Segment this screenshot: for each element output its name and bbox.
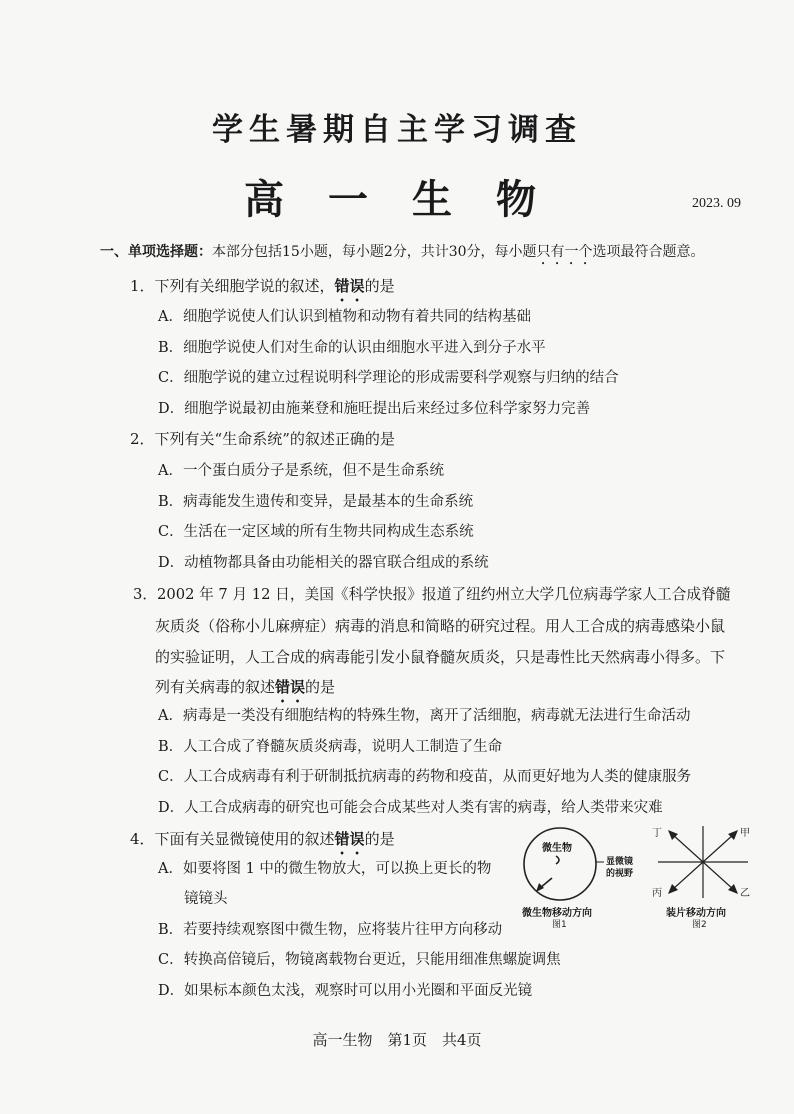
q1-stem-suffix: 的是 bbox=[364, 277, 395, 295]
question-2-stem: 2．下列有关“生命系统”的叙述正确的是 bbox=[130, 430, 395, 448]
q3-stem-emphasis: 错误 bbox=[275, 678, 306, 696]
exam-title: 学生暑期自主学习调查 bbox=[212, 112, 582, 148]
question-3-line-2: 灰质炎（俗称小儿麻痹症）病毒的消息和简略的研究过程。用人工合成的病毒感染小鼠 bbox=[155, 617, 726, 635]
q2-option-c: C．生活在一定区域的所有生物共同构成生态系统 bbox=[158, 524, 474, 540]
movement-arrow-head bbox=[536, 883, 544, 892]
q4-stem-suffix: 的是 bbox=[364, 830, 395, 848]
label-yi: 乙 bbox=[740, 888, 750, 899]
figure-1 bbox=[520, 826, 640, 936]
question-3-line-3: 的实验证明，人工合成的病毒能引发小鼠脊髓灰质炎，只是毒性比天然病毒小得多。下 bbox=[155, 648, 726, 666]
question-1-stem bbox=[130, 275, 395, 305]
q4-option-d: D．如果标本颜色太浅，观察时可以用小光圈和平面反光镜 bbox=[158, 983, 533, 999]
question-4-stem bbox=[130, 828, 395, 858]
q2-option-a: A．一个蛋白质分子是系统，但不是生命系统 bbox=[158, 463, 444, 479]
arrow-ding bbox=[672, 834, 703, 862]
section-desc-emphasis: 只有一个 bbox=[536, 244, 593, 260]
label-ding: 丁 bbox=[652, 828, 662, 839]
label-jia: 甲 bbox=[740, 828, 750, 839]
q3-option-a: A．病毒是一类没有细胞结构的特殊生物，离开了活细胞，病毒就无法进行生命活动 bbox=[158, 708, 691, 724]
page-footer: 高一生物 第1页 共4页 bbox=[312, 1031, 482, 1049]
q1-option-c: C．细胞学说的建立过程说明科学理论的形成需要科学观察与归纳的结合 bbox=[158, 370, 619, 386]
q4-stem-emphasis: 错误 bbox=[334, 830, 365, 848]
label-bing: 丙 bbox=[652, 888, 662, 899]
exam-date: 2023. 09 bbox=[692, 196, 741, 211]
q1-option-d: D．细胞学说最初由施莱登和施旺提出后来经过多位科学家努力完善 bbox=[158, 401, 591, 417]
fig1-caption: 微生物移动方向 bbox=[522, 908, 592, 919]
section-heading bbox=[100, 241, 780, 268]
q4-option-b: B．若要持续观察图中微生物，应将装片往甲方向移动 bbox=[158, 922, 503, 938]
q1-stem-prefix: 1．下列有关细胞学说的叙述， bbox=[130, 277, 335, 295]
q3-stem-suffix: 的是 bbox=[305, 678, 336, 696]
section-desc-prefix: 本部分包括15小题，每小题2分，共计30分，每小题 bbox=[212, 244, 537, 260]
fig1-side-label-1: 显微镜 bbox=[606, 857, 634, 867]
figure-2 bbox=[648, 822, 758, 932]
arrow-jia bbox=[703, 834, 734, 862]
q1-option-a: A．细胞学说使人们认识到植物和动物有着共同的结构基础 bbox=[158, 309, 531, 325]
q1-option-b: B．细胞学说使人们对生命的认识由细胞水平进入到分子水平 bbox=[158, 340, 546, 356]
fig2-caption: 装片移动方向 bbox=[666, 908, 726, 919]
section-desc-suffix: 选项最符合题意。 bbox=[592, 244, 705, 260]
subject-title: 高一生物 bbox=[244, 176, 580, 223]
fig1-inner-label: 微生物 bbox=[542, 843, 572, 854]
q4-option-a-line-1: A．如要将图 1 中的微生物放大，可以换上更长的物 bbox=[158, 861, 492, 877]
question-3-line-4 bbox=[155, 676, 335, 706]
q4-option-a-line-2: 镜镜头 bbox=[184, 891, 228, 907]
q3-option-c: C．人工合成病毒有利于研制抵抗病毒的药物和疫苗，从而更好地为人类的健康服务 bbox=[158, 769, 692, 785]
section-label: 一、单项选择题： bbox=[100, 244, 212, 260]
q2-option-d: D．动植物都具备由功能相关的器官联合组成的系统 bbox=[158, 555, 489, 571]
q3-option-d: D．人工合成病毒的研究也可能会合成某些对人类有害的病毒，给人类带来灾难 bbox=[158, 800, 663, 816]
q2-option-b: B．病毒能发生遗传和变异，是最基本的生命系统 bbox=[158, 494, 474, 510]
question-3-line-1: 3．2002 年 7 月 12 日，美国《科学快报》报道了纽约州立大学几位病毒学家人工合成脊髓 bbox=[133, 586, 731, 603]
q4-option-c: C．转换高倍镜后，物镜离载物台更近，只能用细准焦螺旋调焦 bbox=[158, 952, 561, 968]
fig2-number: 图2 bbox=[692, 920, 707, 930]
arrow-bing bbox=[672, 862, 703, 890]
microscope-field-diagram bbox=[520, 826, 640, 936]
q4-stem-prefix: 4．下面有关显微镜使用的叙述 bbox=[130, 830, 335, 848]
q3-stem-prefix: 列有关病毒的叙述 bbox=[155, 678, 276, 696]
fig1-number: 图1 bbox=[552, 920, 567, 930]
fig1-side-label-2: 的视野 bbox=[606, 869, 634, 879]
q1-stem-emphasis: 错误 bbox=[334, 277, 365, 295]
arrow-yi bbox=[703, 862, 734, 890]
microorganism-shape bbox=[556, 856, 559, 864]
q3-option-b: B．人工合成了脊髓灰质炎病毒，说明人工制造了生命 bbox=[158, 739, 503, 755]
